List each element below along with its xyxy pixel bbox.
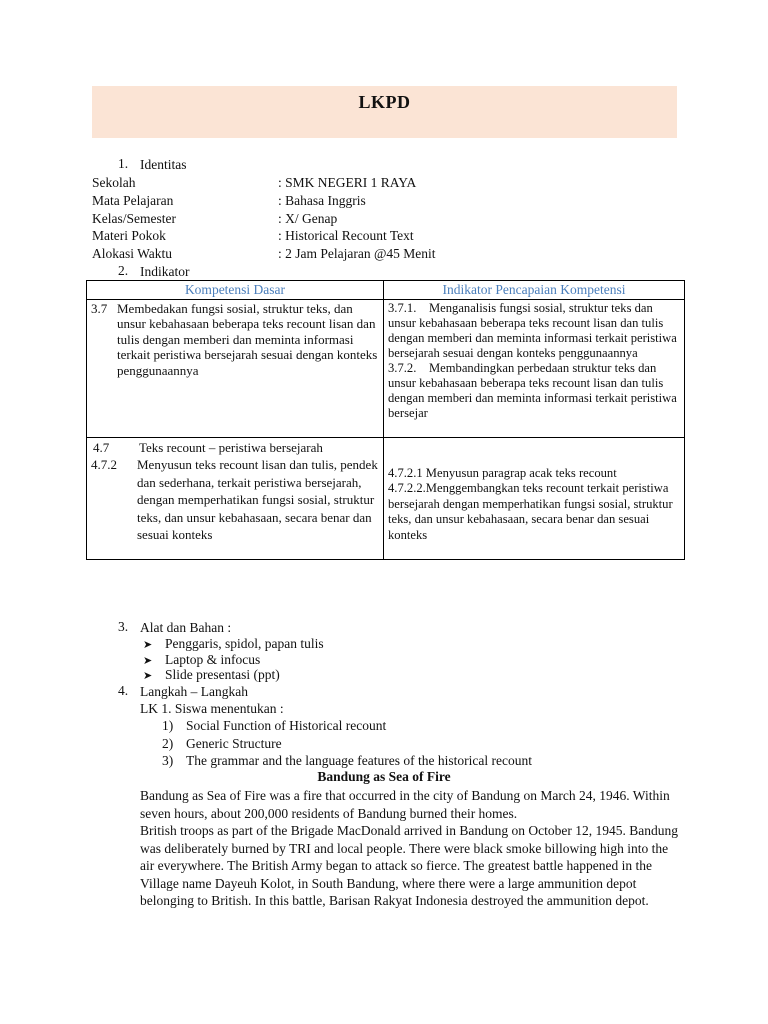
identity-value-class: : X/ Genap xyxy=(278,211,338,226)
section-1-heading: Identitas xyxy=(140,157,187,172)
kd-text: Membedakan fungsi sosial, struktur teks, dan unsur kebahasaan beberapa teks recount lisan dan tulis dengan memberi dan meminta informasi terkait peristiwa bersejarah sesuai dengan konteks penggunaannya xyxy=(117,300,378,378)
lk-item-number: 3) xyxy=(162,753,174,768)
identity-value-subject: : Bahasa Inggris xyxy=(278,193,366,208)
indicator-text: Menganalisis fungsi sosial, struktur teks dan unsur kebahasaan beberapa teks recount lisan dan tulis dengan memberi dan meminta informasi terkait peristiwa bersejarah sesuai dengan konteks penggunaannya xyxy=(388,300,677,360)
section-3-heading: Alat dan Bahan : xyxy=(140,620,232,635)
title-banner xyxy=(92,86,677,138)
section-2-heading: Indikator xyxy=(140,264,190,279)
list-item xyxy=(143,636,324,653)
story-paragraph: Bandung as Sea of Fire was a fire that occurred in the city of Bandung on March 24, 1946. Within seven hours, about 200,000 residents of Bandung burned their homes. xyxy=(140,788,670,821)
arrowhead-bullet-icon: ➤ xyxy=(143,639,153,651)
lk-item-text: Social Function of Historical recount xyxy=(186,718,387,733)
table-header-row xyxy=(87,281,685,300)
kd-cell-4-7 xyxy=(87,437,384,559)
arrowhead-bullet-icon: ➤ xyxy=(143,670,153,682)
section-2-number: 2. xyxy=(118,263,129,278)
indicator-item xyxy=(388,301,680,361)
story-title: Bandung as Sea of Fire xyxy=(317,769,451,784)
identity-label-time: Alokasi Waktu xyxy=(92,246,173,261)
indicator-item: 4.7.2.1 Menyusun paragrap acak teks recount xyxy=(388,465,617,480)
section-4-heading: Langkah – Langkah xyxy=(140,684,248,699)
header-kompetensi-dasar: Kompetensi Dasar xyxy=(87,281,384,300)
lk-item-number: 2) xyxy=(162,736,174,751)
lk-item-text: Generic Structure xyxy=(186,736,282,751)
indicator-number: 3.7.2. xyxy=(388,360,417,375)
section-1-number: 1. xyxy=(118,156,129,171)
kd-text: Teks recount – peristiwa bersejarah xyxy=(139,439,323,455)
tool-item: Penggaris, spidol, papan tulis xyxy=(165,636,324,651)
identity-label-class: Kelas/Semester xyxy=(92,211,176,226)
identity-value-topic: : Historical Recount Text xyxy=(278,228,414,243)
identity-value-time: : 2 Jam Pelajaran @45 Menit xyxy=(278,246,436,261)
identity-label-subject: Mata Pelajaran xyxy=(92,193,174,208)
page-title: LKPD xyxy=(358,92,411,112)
identity-label-topic: Materi Pokok xyxy=(92,228,166,243)
section-4-number: 4. xyxy=(118,683,129,698)
story-body xyxy=(140,787,680,910)
arrowhead-bullet-icon: ➤ xyxy=(143,655,153,667)
kd-number: 4.7.2 xyxy=(91,457,117,472)
story-paragraph: British troops as part of the Brigade MacDonald arrived in Bandung on October 12, 1945. Bandung was deliberately burned by TRI and local people. There were black smoke billowing high into the air everywhere. The British Army began to attack so fierce. The greatest battle happened in the Village name Dayeuh Kolot, in South Bandung, where there were a large ammunition depot belonging to British. In this battle, Barisan Rakyat Indonesia destroyed the ammunition depot. xyxy=(140,823,679,908)
indicator-cell-3-7 xyxy=(384,299,685,437)
section-3-number: 3. xyxy=(118,619,129,634)
lk-item-text: The grammar and the language features of the historical recount xyxy=(186,753,532,768)
tool-item: Slide presentasi (ppt) xyxy=(165,667,280,682)
indicator-item: 4.7.2.2.Menggembangkan teks recount terkait peristiwa bersejarah dengan memperhatikan fungsi sosial, struktur teks, dan unsur kebahasaan, secara benar dan sesuai konteks xyxy=(388,481,673,542)
kd-text: Menyusun teks recount lisan dan tulis, pendek dan sederhana, terkait peristiwa bersejarah, dengan memperhatikan fungsi sosial, struktur teks, dan unsur kebahasaan, secara benar dan sesuai konteks xyxy=(137,457,378,542)
lk-heading: LK 1. Siswa menentukan : xyxy=(140,701,284,716)
kd-cell-3-7 xyxy=(87,299,384,437)
table-row xyxy=(87,299,685,437)
identity-value-school: : SMK NEGERI 1 RAYA xyxy=(278,175,417,190)
lk-item-number: 1) xyxy=(162,718,174,733)
table-row xyxy=(87,437,685,559)
indicator-text: Membandingkan perbedaan struktur teks dan unsur kebahasaan beberapa teks recount lisan dan tulis dengan memberi dan meminta informasi terkait peristiwa bersejar xyxy=(388,360,677,420)
kd-number: 3.7 xyxy=(91,300,108,316)
kd-number: 4.7 xyxy=(93,439,110,455)
indicator-number: 3.7.1. xyxy=(388,300,417,315)
header-indikator: Indikator Pencapaian Kompetensi xyxy=(384,281,685,300)
indicator-cell-4-7 xyxy=(384,437,685,559)
identity-label-school: Sekolah xyxy=(92,175,136,190)
list-item xyxy=(143,667,280,684)
indicator-item xyxy=(388,361,680,421)
tool-item: Laptop & infocus xyxy=(165,652,261,667)
competency-table xyxy=(86,280,685,560)
